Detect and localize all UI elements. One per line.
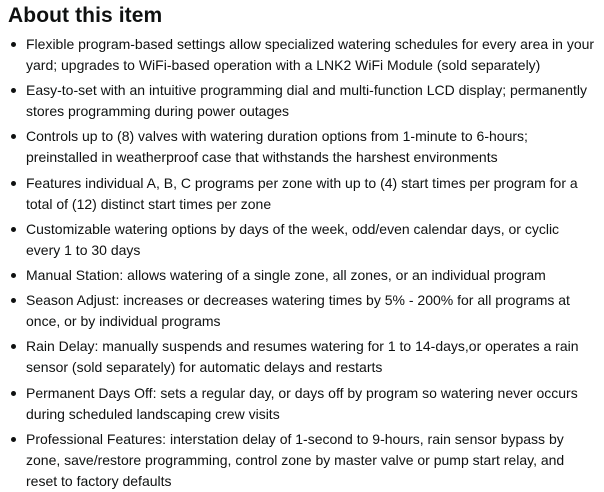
feature-bullet-list: [8, 34, 596, 492]
feature-bullet-4: Features individual A, B, C programs per zone with up to (4) start times per program for a total of (12) distinct start times per zone: [8, 173, 596, 215]
feature-bullet-7: Season Adjust: increases or decreases watering times by 5% - 200% for all programs at once, or by individual programs: [8, 290, 596, 332]
section-title: About this item: [8, 4, 163, 27]
feature-bullet-6: Manual Station: allows watering of a single zone, all zones, or an individual program: [8, 265, 596, 286]
feature-bullet-1: Flexible program-based settings allow specialized watering schedules for every area in your yard; upgrades to WiFi-based operation with a LNK2 WiFi Module (sold separately): [8, 34, 596, 76]
feature-bullet-9: Permanent Days Off: sets a regular day, or days off by program so watering never occurs during scheduled landscaping crew visits: [8, 383, 596, 425]
feature-bullet-5: Customizable watering options by days of the week, odd/even calendar days, or cyclic every 1 to 30 days: [8, 219, 596, 261]
feature-bullet-10: Professional Features: interstation delay of 1-second to 9-hours, rain sensor bypass by zone, save/restore programming, control zone by master valve or pump start relay, and reset to factory defaults: [8, 429, 596, 492]
feature-bullet-8: Rain Delay: manually suspends and resumes watering for 1 to 14-days,or operates a rain sensor (sold separately) for automatic delays and restarts: [8, 336, 596, 378]
feature-bullet-2: Easy-to-set with an intuitive programming dial and multi-function LCD display; permanently stores programming during power outages: [8, 80, 596, 122]
feature-bullet-3: Controls up to (8) valves with watering duration options from 1-minute to 6-hours; preinstalled in weatherproof case that withstands the harshest environments: [8, 126, 596, 168]
